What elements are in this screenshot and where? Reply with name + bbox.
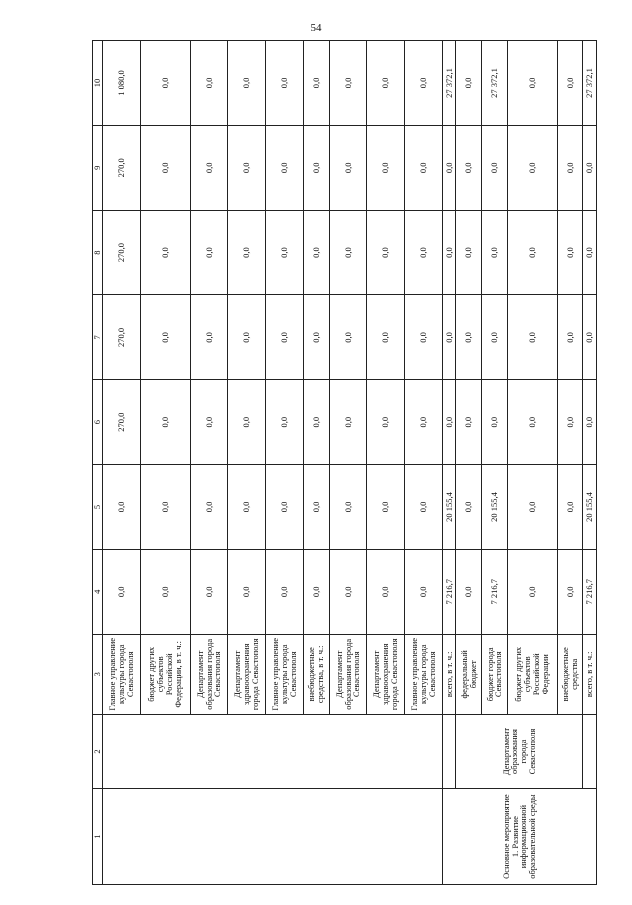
measure-cell-empty bbox=[102, 789, 442, 885]
value-cell: 0,0 bbox=[482, 380, 508, 465]
source-label: Департамент здравоохранения города Севастополя bbox=[367, 634, 405, 714]
value-cell: 0,0 bbox=[140, 41, 190, 126]
value-cell: 0,0 bbox=[405, 380, 443, 465]
source-label: Департамент здравоохранения города Севастополя bbox=[228, 634, 266, 714]
value-cell: 0,0 bbox=[140, 380, 190, 465]
header-cell-4: 4 bbox=[93, 549, 103, 634]
executor-name: Департамент образования города Севастополя bbox=[456, 714, 583, 788]
value-cell: 0,0 bbox=[266, 295, 304, 380]
value-cell: 0,0 bbox=[456, 41, 482, 126]
value-cell: 0,0 bbox=[266, 210, 304, 295]
value-cell: 0,0 bbox=[190, 125, 228, 210]
value-cell: 270,0 bbox=[102, 295, 140, 380]
value-cell: 0,0 bbox=[266, 465, 304, 550]
value-cell: 0,0 bbox=[266, 380, 304, 465]
value-cell: 0,0 bbox=[405, 125, 443, 210]
value-cell: 0,0 bbox=[329, 380, 367, 465]
value-cell: 0,0 bbox=[329, 549, 367, 634]
value-cell: 0,0 bbox=[266, 549, 304, 634]
value-cell: 0,0 bbox=[367, 41, 405, 126]
value-cell: 0,0 bbox=[367, 465, 405, 550]
value-cell: 27 372,1 bbox=[442, 41, 456, 126]
measure-name: Основное мероприятие 1. Развитие информационной образовательной среды bbox=[442, 789, 596, 885]
value-cell: 0,0 bbox=[405, 295, 443, 380]
value-cell: 20 155,4 bbox=[583, 465, 597, 550]
value-cell: 0,0 bbox=[507, 41, 557, 126]
value-cell: 0,0 bbox=[303, 295, 329, 380]
rotated-table-frame bbox=[92, 40, 597, 885]
value-cell: 0,0 bbox=[190, 210, 228, 295]
value-cell: 0,0 bbox=[140, 465, 190, 550]
value-cell: 0,0 bbox=[583, 295, 597, 380]
table-container bbox=[92, 40, 597, 885]
source-label: Департамент образования города Севастополя bbox=[329, 634, 367, 714]
value-cell: 0,0 bbox=[557, 549, 583, 634]
source-label: бюджет других субъектов Российской Федерации, в т. ч.: bbox=[140, 634, 190, 714]
value-cell: 0,0 bbox=[190, 380, 228, 465]
value-cell: 0,0 bbox=[507, 125, 557, 210]
source-label: Главное управление культуры города Севастополя bbox=[102, 634, 140, 714]
value-cell: 0,0 bbox=[303, 41, 329, 126]
value-cell: 0,0 bbox=[482, 295, 508, 380]
page-number: 54 bbox=[310, 22, 322, 34]
value-cell: 0,0 bbox=[228, 295, 266, 380]
value-cell: 0,0 bbox=[442, 125, 456, 210]
value-cell: 0,0 bbox=[266, 125, 304, 210]
value-cell: 0,0 bbox=[507, 549, 557, 634]
funding-table bbox=[92, 40, 597, 885]
value-cell: 0,0 bbox=[557, 380, 583, 465]
value-cell: 0,0 bbox=[303, 380, 329, 465]
source-label: всего, в т. ч.: bbox=[442, 634, 456, 714]
table-row bbox=[456, 41, 482, 885]
table-row bbox=[102, 41, 140, 885]
header-cell-10: 10 bbox=[93, 41, 103, 126]
value-cell: 20 155,4 bbox=[442, 465, 456, 550]
value-cell: 0,0 bbox=[557, 295, 583, 380]
executor-cell-empty bbox=[102, 714, 442, 788]
value-cell: 0,0 bbox=[303, 549, 329, 634]
source-label: внебюджетные средства, в т. ч.: bbox=[303, 634, 329, 714]
value-cell: 0,0 bbox=[329, 41, 367, 126]
value-cell: 7 216,7 bbox=[482, 549, 508, 634]
value-cell: 0,0 bbox=[557, 41, 583, 126]
value-cell: 0,0 bbox=[303, 125, 329, 210]
table-row bbox=[583, 41, 597, 885]
value-cell: 0,0 bbox=[583, 380, 597, 465]
value-cell: 0,0 bbox=[190, 549, 228, 634]
value-cell: 27 372,1 bbox=[583, 41, 597, 126]
value-cell: 0,0 bbox=[329, 125, 367, 210]
header-cell-9: 9 bbox=[93, 125, 103, 210]
value-cell: 0,0 bbox=[367, 125, 405, 210]
value-cell: 0,0 bbox=[329, 295, 367, 380]
value-cell: 0,0 bbox=[266, 41, 304, 126]
executor-cell-empty bbox=[583, 714, 597, 788]
header-row bbox=[93, 41, 103, 885]
value-cell: 0,0 bbox=[102, 465, 140, 550]
executor-cell-empty bbox=[442, 714, 456, 788]
value-cell: 0,0 bbox=[367, 295, 405, 380]
value-cell: 0,0 bbox=[405, 549, 443, 634]
header-cell-2: 2 bbox=[93, 714, 103, 788]
value-cell: 0,0 bbox=[140, 549, 190, 634]
header-cell-1: 1 bbox=[93, 789, 103, 885]
value-cell: 0,0 bbox=[507, 465, 557, 550]
source-label: бюджет других субъектов Российской Федерации bbox=[507, 634, 557, 714]
value-cell: 7 216,7 bbox=[583, 549, 597, 634]
header-cell-7: 7 bbox=[93, 295, 103, 380]
value-cell: 0,0 bbox=[507, 295, 557, 380]
value-cell: 0,0 bbox=[303, 465, 329, 550]
value-cell: 0,0 bbox=[456, 125, 482, 210]
value-cell: 0,0 bbox=[557, 465, 583, 550]
value-cell: 0,0 bbox=[405, 41, 443, 126]
value-cell: 270,0 bbox=[102, 210, 140, 295]
header-cell-3: 3 bbox=[93, 634, 103, 714]
value-cell: 0,0 bbox=[367, 210, 405, 295]
value-cell: 0,0 bbox=[557, 125, 583, 210]
value-cell: 0,0 bbox=[557, 210, 583, 295]
value-cell: 0,0 bbox=[228, 210, 266, 295]
value-cell: 0,0 bbox=[329, 210, 367, 295]
value-cell: 0,0 bbox=[228, 465, 266, 550]
value-cell: 20 155,4 bbox=[482, 465, 508, 550]
value-cell: 270,0 bbox=[102, 380, 140, 465]
source-label: внебюджетные средства bbox=[557, 634, 583, 714]
value-cell: 1 080,0 bbox=[102, 41, 140, 126]
table-row bbox=[442, 41, 456, 885]
source-label: Главное управление культуры города Севастополя bbox=[266, 634, 304, 714]
value-cell: 0,0 bbox=[456, 295, 482, 380]
value-cell: 0,0 bbox=[367, 549, 405, 634]
value-cell: 0,0 bbox=[140, 125, 190, 210]
value-cell: 0,0 bbox=[140, 295, 190, 380]
header-cell-6: 6 bbox=[93, 380, 103, 465]
value-cell: 0,0 bbox=[456, 549, 482, 634]
source-label: федеральный бюджет bbox=[456, 634, 482, 714]
value-cell: 0,0 bbox=[482, 125, 508, 210]
value-cell: 0,0 bbox=[367, 380, 405, 465]
value-cell: 0,0 bbox=[456, 210, 482, 295]
value-cell: 0,0 bbox=[456, 380, 482, 465]
header-cell-5: 5 bbox=[93, 465, 103, 550]
value-cell: 0,0 bbox=[583, 125, 597, 210]
value-cell: 0,0 bbox=[190, 41, 228, 126]
value-cell: 0,0 bbox=[583, 210, 597, 295]
value-cell: 0,0 bbox=[228, 125, 266, 210]
value-cell: 0,0 bbox=[507, 210, 557, 295]
value-cell: 0,0 bbox=[442, 380, 456, 465]
value-cell: 0,0 bbox=[442, 210, 456, 295]
value-cell: 270,0 bbox=[102, 125, 140, 210]
source-label: бюджет города Севастополя bbox=[482, 634, 508, 714]
value-cell: 0,0 bbox=[140, 210, 190, 295]
value-cell: 0,0 bbox=[456, 465, 482, 550]
value-cell: 7 216,7 bbox=[442, 549, 456, 634]
source-label: Главное управление культуры города Севастополя bbox=[405, 634, 443, 714]
header-cell-8: 8 bbox=[93, 210, 103, 295]
value-cell: 0,0 bbox=[329, 465, 367, 550]
value-cell: 0,0 bbox=[482, 210, 508, 295]
table-body bbox=[102, 41, 596, 885]
value-cell: 27 372,1 bbox=[482, 41, 508, 126]
source-label: Департамент образования города Севастополя bbox=[190, 634, 228, 714]
value-cell: 0,0 bbox=[303, 210, 329, 295]
value-cell: 0,0 bbox=[405, 465, 443, 550]
value-cell: 0,0 bbox=[228, 549, 266, 634]
value-cell: 0,0 bbox=[228, 380, 266, 465]
value-cell: 0,0 bbox=[405, 210, 443, 295]
value-cell: 0,0 bbox=[228, 41, 266, 126]
value-cell: 0,0 bbox=[442, 295, 456, 380]
value-cell: 0,0 bbox=[102, 549, 140, 634]
value-cell: 0,0 bbox=[507, 380, 557, 465]
value-cell: 0,0 bbox=[190, 295, 228, 380]
value-cell: 0,0 bbox=[190, 465, 228, 550]
source-label: всего, в т. ч.: bbox=[583, 634, 597, 714]
